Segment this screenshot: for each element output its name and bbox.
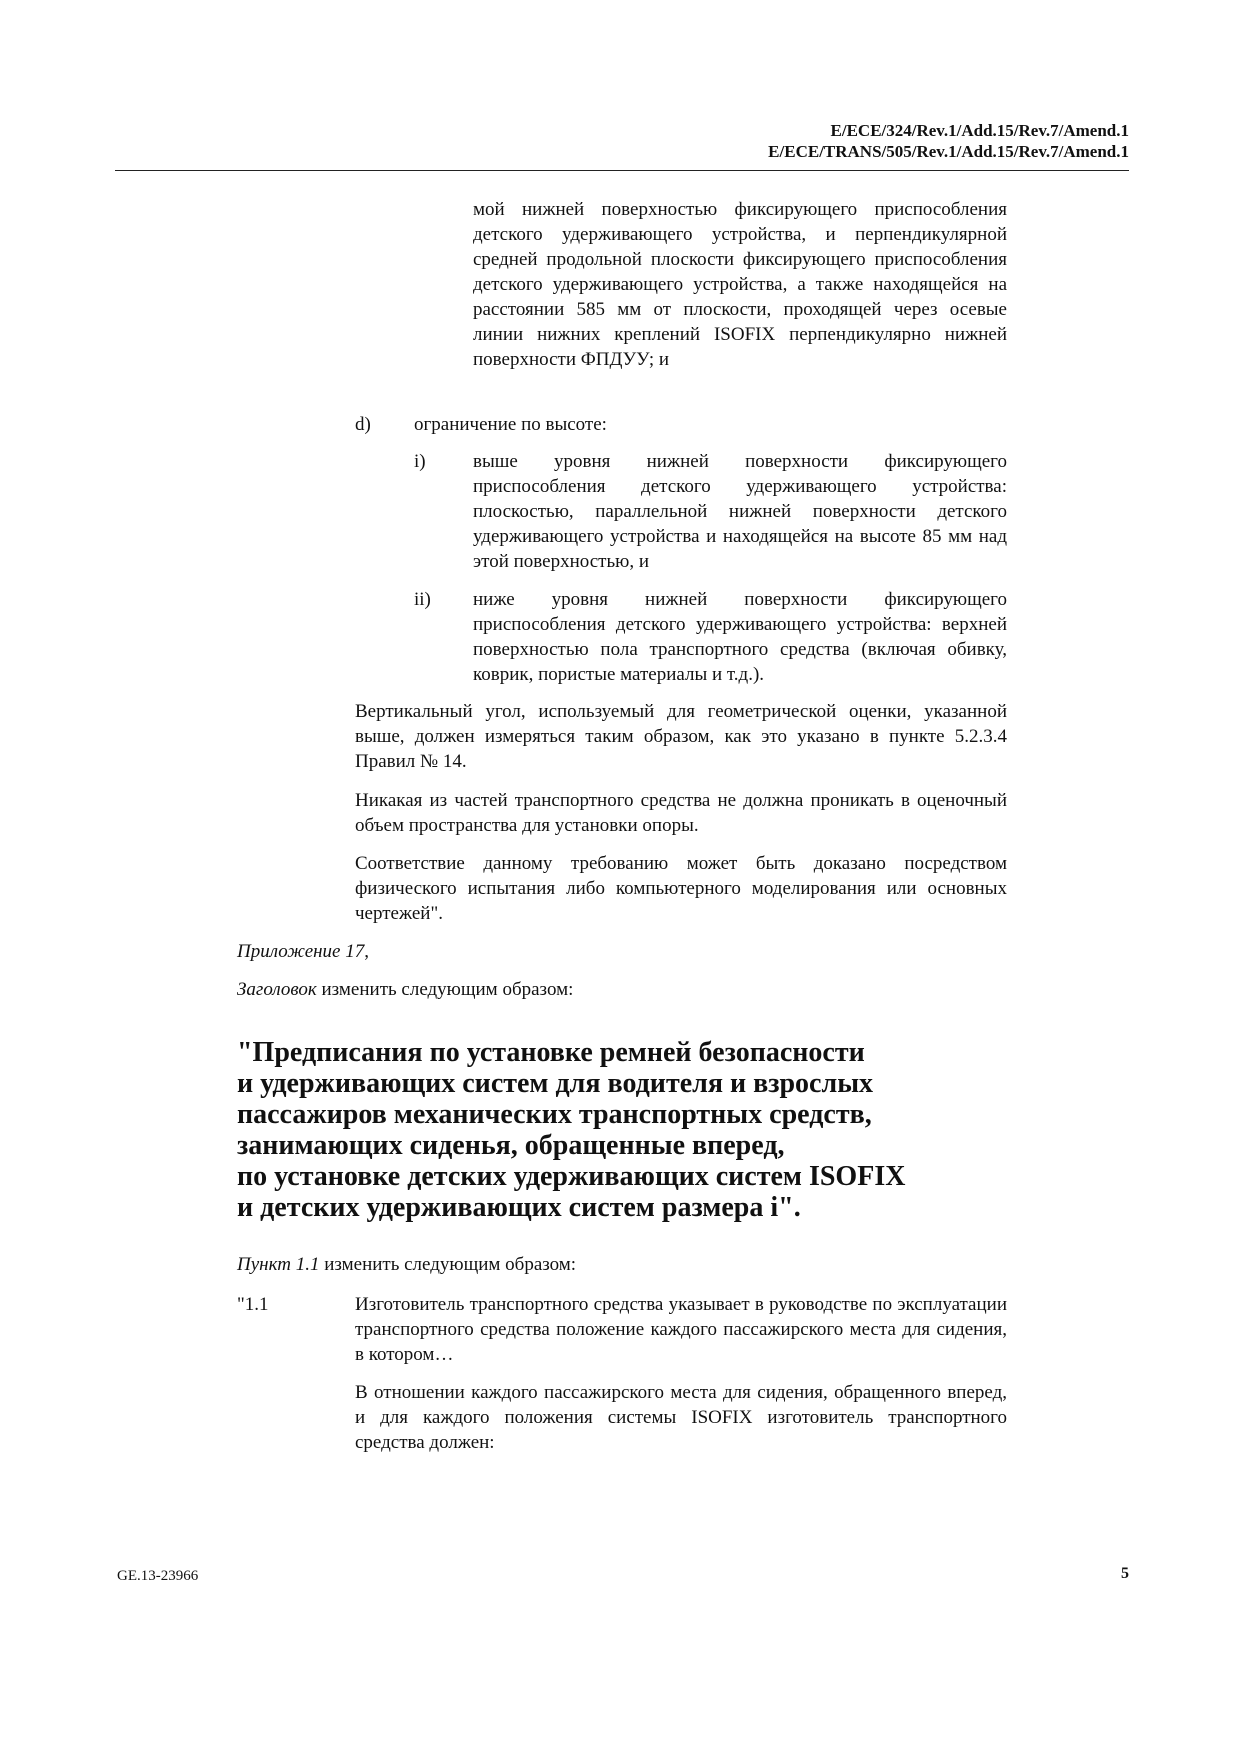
item-ii-marker: ii) <box>414 589 431 610</box>
title-instruction-text: изменить следующим образом: <box>316 979 574 1000</box>
paragraph-no-part: Никакая из частей транспортного средства не должна проникать в оценочный объем пространства для установки опоры. <box>355 790 1007 836</box>
continued-paragraph: мой нижней поверхностью фиксирующего приспособления детского удерживающего устройства, и перпендикулярной средней продольной плоскости фиксирующего приспособления детского удерживающего устройства, а также находящейся на расстоянии 585 мм от плоскости, проходящей через осевые линии нижних креплений ISOFIX перпендикулярно нижней поверхности ФПДУУ; и <box>473 199 1007 370</box>
paragraph-vertical-angle: Вертикальный угол, используемый для геометрической оценки, указанной выше, должен измеряться таким образом, как это указано в пункте 5.2.3.4 Правил № 14. <box>355 701 1007 772</box>
document-symbol-line-2: E/ECE/TRANS/505/Rev.1/Add.15/Rev.7/Amend.1 <box>768 142 1129 161</box>
item-d-marker: d) <box>355 414 371 435</box>
heading-line-6: и детских удерживающих систем размера i". <box>237 1192 801 1223</box>
annex-reference <box>237 939 369 964</box>
document-symbol-line-1: E/ECE/324/Rev.1/Add.15/Rev.7/Amend.1 <box>830 121 1129 140</box>
annex-reference-suffix: , <box>364 941 369 962</box>
header-divider <box>115 170 1129 171</box>
item-ii-text: ниже уровня нижней поверхности фиксирующего приспособления детского удерживающего устройства: верхней поверхностью пола транспортного средства (включая обивку, коврик, пористые материалы и т.д.). <box>473 589 1007 685</box>
item-i-marker: i) <box>414 451 426 472</box>
item-d-text: ограничение по высоте: <box>414 414 607 435</box>
footer-job-number: GE.13-23966 <box>117 1568 199 1584</box>
heading-line-3: пассажиров механических транспортных средств, <box>237 1099 872 1130</box>
item-1-1-text: Изготовитель транспортного средства указывает в руководстве по эксплуатации транспортного средства положение каждого пассажирского места для сидения, в котором… <box>355 1294 1007 1365</box>
paragraph-each-position: В отношении каждого пассажирского места для сидения, обращенного вперед, и для каждого положения системы ISOFIX изготовитель транспортного средства должен: <box>355 1382 1007 1453</box>
heading-line-1: "Предписания по установке ремней безопасности <box>237 1037 865 1068</box>
paragraph-instruction-label: Пункт 1.1 <box>237 1254 320 1275</box>
item-i-text: выше уровня нижней поверхности фиксирующего приспособления детского удерживающего устройства: плоскостью, параллельной нижней поверхности детского удерживающего устройства и находящейся на высоте 85 мм над этой поверхностью, и <box>473 451 1007 572</box>
title-instruction-label: Заголовок <box>237 979 317 1000</box>
paragraph-compliance: Соответствие данному требованию может быть доказано посредством физического испытания либо компьютерного моделирования или основных чертежей". <box>355 853 1007 924</box>
paragraph-instruction-text: изменить следующим образом: <box>319 1254 577 1275</box>
amended-title-heading <box>237 1037 1057 1223</box>
footer-page-number: 5 <box>1121 1565 1129 1582</box>
document-symbol-header <box>768 120 1129 162</box>
annex-reference-label: Приложение 17 <box>237 941 365 962</box>
paragraph-instruction <box>237 1252 576 1277</box>
heading-line-5: по установке детских удерживающих систем ISOFIX <box>237 1161 906 1192</box>
heading-line-4: занимающих сиденья, обращенные вперед, <box>237 1130 785 1161</box>
item-1-1-marker: "1.1 <box>237 1294 269 1315</box>
heading-line-2: и удерживающих систем для водителя и взрослых <box>237 1068 874 1099</box>
title-instruction <box>237 977 573 1002</box>
